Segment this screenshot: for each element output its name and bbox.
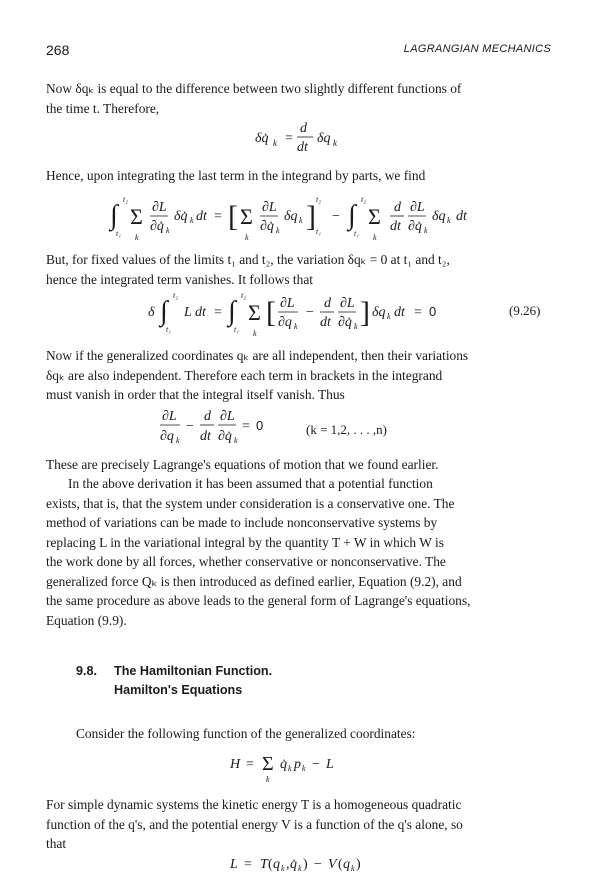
equation-lagrangian [230, 852, 380, 880]
svg-text:k: k [294, 322, 298, 331]
svg-text:t₂: t₂ [241, 291, 247, 300]
svg-text:k: k [245, 233, 249, 242]
text-line: hence the integrated term vanishes. It follows that [46, 271, 313, 287]
svg-text:[: [ [266, 296, 276, 329]
svg-text:k: k [333, 138, 337, 148]
svg-text:∫: ∫ [110, 200, 118, 231]
svg-text:k: k [351, 864, 355, 873]
text-line: These are precisely Lagrange's equations of motion that we found earlier. [46, 457, 439, 472]
svg-text:=: = [285, 131, 293, 146]
text-line: that [46, 836, 67, 851]
svg-text:d: d [300, 121, 307, 136]
svg-text:∂q: ∂q [160, 429, 174, 444]
svg-text:δq: δq [372, 305, 386, 320]
text-line: must vanish in order that the integral itself vanish. Thus [46, 387, 345, 402]
svg-text:k: k [176, 436, 180, 445]
paragraph-4 [46, 346, 551, 405]
svg-text:0: 0 [429, 304, 437, 319]
svg-text:k: k [354, 322, 358, 331]
equation-lagrange [160, 406, 270, 454]
equation-integration-by-parts [110, 190, 510, 250]
svg-text:t₁: t₁ [166, 325, 172, 334]
svg-text:(: ( [338, 857, 343, 872]
svg-text:dt: dt [297, 140, 308, 155]
svg-text:∂q̇: ∂q̇ [150, 219, 164, 234]
svg-text:]: ] [306, 200, 316, 233]
svg-text:q: q [343, 857, 350, 872]
svg-text:k: k [288, 764, 292, 773]
svg-text:=: = [414, 305, 422, 320]
svg-text:k: k [302, 764, 306, 773]
svg-text:t₁: t₁ [234, 325, 240, 334]
section-heading [76, 662, 272, 700]
svg-text:t₂: t₂ [361, 195, 367, 204]
text-line: the same procedure as above leads to the general form of Lagrange's equations, [46, 593, 471, 608]
svg-text:−: − [306, 305, 314, 320]
svg-text:dt: dt [390, 219, 401, 234]
svg-text:∂q̇: ∂q̇ [260, 219, 274, 234]
svg-text:=: = [246, 757, 254, 772]
text-line: Consider the following function of the generalized coordinates: [76, 726, 416, 741]
svg-text:−: − [186, 419, 194, 434]
svg-text:∂L: ∂L [410, 200, 425, 215]
svg-text:V: V [328, 857, 337, 872]
svg-text:(: ( [268, 857, 273, 872]
svg-text:k: k [135, 233, 139, 242]
text-line: the work done by all forces, whether conservative or nonconservative. The [46, 554, 446, 569]
svg-text:T: T [260, 857, 268, 872]
svg-text:L: L [326, 757, 334, 772]
svg-text:δq: δq [284, 209, 298, 224]
svg-text:δq̇: δq̇ [174, 209, 188, 224]
svg-text:d: d [394, 200, 401, 215]
svg-text:Σ: Σ [248, 300, 261, 325]
svg-text:δq: δq [317, 131, 331, 146]
svg-text:k: k [424, 226, 428, 235]
svg-text:q̇: q̇ [280, 757, 287, 772]
text-line: Hence, upon integrating the last term in the integrand by parts, we find [46, 168, 426, 183]
paragraph-7 [76, 724, 551, 744]
svg-text:0: 0 [256, 418, 264, 433]
svg-text:d: d [324, 296, 331, 311]
svg-text:=: = [214, 305, 222, 320]
svg-text:t₂: t₂ [173, 291, 179, 300]
svg-text:k: k [273, 138, 277, 148]
svg-text:∂q̇: ∂q̇ [408, 219, 422, 234]
svg-text:k: k [281, 864, 285, 873]
svg-text:=: = [214, 209, 222, 224]
svg-text:∫: ∫ [348, 200, 356, 231]
svg-text:d: d [204, 409, 211, 424]
svg-text:k: k [298, 864, 302, 873]
text-line: exists, that is, that the system under consideration is a conservative one. The [46, 495, 455, 511]
page-header [46, 42, 551, 60]
svg-text:q̇: q̇ [290, 857, 297, 872]
text-line: But, for fixed values of the limits t₁ and t₂, the variation δqₖ = 0 at t₁ and t₂, [46, 252, 450, 267]
paragraph-1 [46, 79, 551, 118]
svg-text:k: k [266, 775, 270, 784]
paragraph-8 [46, 795, 551, 854]
svg-text:−: − [312, 757, 320, 772]
svg-text:t₁: t₁ [316, 227, 322, 236]
svg-text:k: k [447, 216, 451, 225]
equation-index-range: (k = 1,2, . . . ,n) [306, 422, 387, 437]
svg-text:δq: δq [432, 209, 446, 224]
svg-text:k: k [190, 216, 194, 225]
svg-text:[: [ [228, 200, 238, 233]
text-line: replacing L in the variational integral by the quantity T + W in which W is [46, 534, 444, 550]
text-line: For simple dynamic systems the kinetic energy T is a homogeneous quadratic [46, 797, 462, 812]
svg-text:p: p [294, 757, 301, 772]
svg-text:k: k [387, 312, 391, 321]
svg-text:∂L: ∂L [162, 409, 177, 424]
svg-text:δ: δ [148, 305, 155, 320]
svg-text:k: k [276, 226, 280, 235]
text-line: function of the q's, and the potential energy V is a function of the q's alone, so [46, 816, 463, 832]
paragraph-3 [46, 250, 551, 289]
paragraph-6 [46, 474, 551, 630]
svg-text:k: k [253, 329, 257, 338]
svg-text:Σ: Σ [368, 204, 381, 229]
text-line: δqₖ are also independent. Therefore each term in brackets in the integrand [46, 367, 443, 383]
text-line: Now δqₖ is equal to the difference between two slightly different functions of [46, 81, 462, 96]
text-line: generalized force Qₖ is then introduced as defined earlier, Equation (9.2), and [46, 573, 462, 589]
running-title: LAGRANGIAN MECHANICS [403, 43, 551, 55]
svg-text:Σ: Σ [130, 204, 143, 229]
text-line: Now if the generalized coordinates qₖ are all independent, then their variations [46, 348, 469, 363]
svg-text:k: k [166, 226, 170, 235]
svg-text:t₂: t₂ [316, 195, 322, 204]
svg-text:k: k [373, 233, 377, 242]
paragraph-2 [46, 166, 551, 186]
svg-text:δq̇: δq̇ [255, 131, 269, 146]
svg-text:L dt: L dt [184, 305, 206, 320]
svg-text:): ) [303, 857, 308, 872]
svg-text:dt: dt [394, 305, 405, 320]
svg-text:Σ: Σ [240, 204, 253, 229]
svg-text:q: q [273, 857, 280, 872]
svg-text:∂q̇: ∂q̇ [338, 315, 352, 330]
section-number: 9.8. [76, 664, 98, 678]
svg-text:∂L: ∂L [262, 200, 277, 215]
svg-text:]: ] [360, 296, 370, 329]
svg-text:=: = [242, 419, 250, 434]
paragraph-5 [46, 455, 551, 475]
svg-text:k: k [234, 436, 238, 445]
equation-number: (9.26) [509, 303, 541, 318]
equation-hamiltonian [230, 748, 360, 788]
svg-text:∂q̇: ∂q̇ [218, 429, 232, 444]
text-line: the time t. Therefore, [46, 100, 160, 116]
text-line: Equation (9.9). [46, 612, 127, 628]
svg-text:dt: dt [320, 315, 331, 330]
svg-text:=: = [244, 857, 252, 872]
svg-text:−: − [314, 857, 322, 872]
page-number: 268 [46, 42, 70, 58]
section-title-line-2: Hamilton's Equations [114, 683, 243, 697]
svg-text:∫: ∫ [160, 296, 168, 327]
svg-text:∂L: ∂L [220, 409, 235, 424]
text-line: method of variations can be made to include nonconservative systems by [46, 515, 438, 530]
svg-text:t₁: t₁ [116, 229, 122, 238]
svg-text:∫: ∫ [228, 296, 236, 327]
svg-text:∂L: ∂L [280, 296, 295, 311]
svg-text:dt: dt [456, 209, 467, 224]
svg-text:L: L [230, 857, 238, 872]
section-title-line-1: The Hamiltonian Function. [114, 664, 273, 678]
svg-text:∂L: ∂L [340, 296, 355, 311]
svg-text:∂q: ∂q [278, 315, 292, 330]
svg-text:t₂: t₂ [123, 195, 129, 204]
svg-text:dt: dt [200, 429, 211, 444]
svg-text:t₁: t₁ [354, 229, 360, 238]
svg-text:H: H [230, 757, 241, 772]
svg-text:): ) [356, 857, 361, 872]
svg-text:Σ: Σ [262, 753, 274, 775]
equation-delta-qdot [255, 118, 365, 166]
text-line: In the above derivation it has been assumed that a potential function [68, 476, 433, 491]
svg-text:k: k [299, 216, 303, 225]
svg-text:∂L: ∂L [152, 200, 167, 215]
svg-text:−: − [332, 209, 340, 224]
svg-text:dt: dt [196, 209, 207, 224]
svg-text:,: , [286, 857, 290, 872]
equation-9-26 [148, 286, 468, 346]
